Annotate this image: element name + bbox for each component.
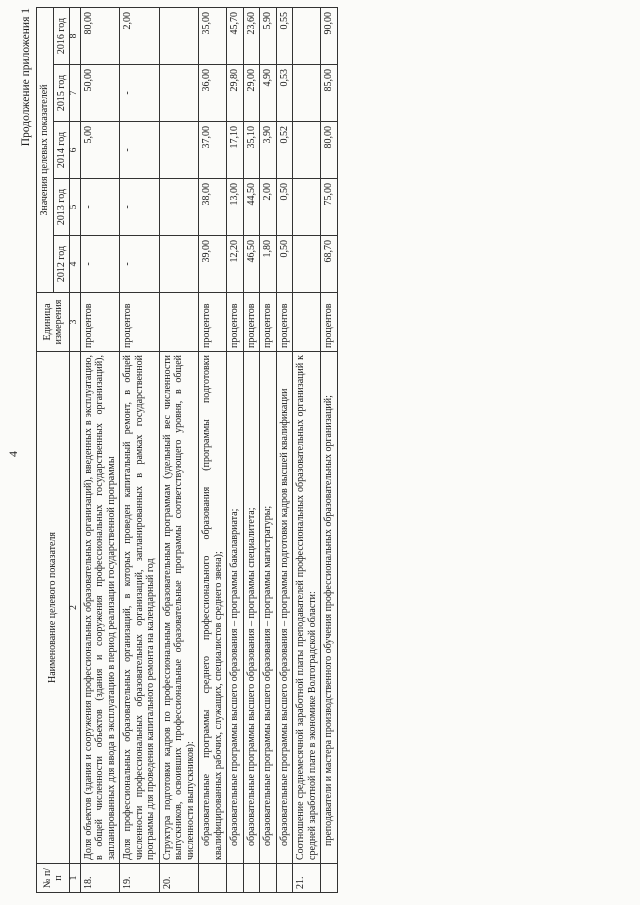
table-row xyxy=(159,8,199,893)
value-cell: 5,90 xyxy=(260,8,277,65)
unit: процентов xyxy=(80,293,120,352)
value-cell: 46,50 xyxy=(243,236,260,293)
header-year: 2012 год xyxy=(53,236,70,293)
value-cell: 80,00 xyxy=(321,122,338,179)
value-cell: 2,00 xyxy=(120,8,160,65)
value-cell: 39,00 xyxy=(199,236,227,293)
value-cell: 4,90 xyxy=(260,65,277,122)
value-cell: 35,10 xyxy=(243,122,260,179)
table-body xyxy=(80,8,337,893)
unit: процентов xyxy=(120,293,160,352)
value-cell: 1,80 xyxy=(260,236,277,293)
value-cell xyxy=(159,8,199,65)
value-cell: 44,50 xyxy=(243,179,260,236)
value-cell xyxy=(159,236,199,293)
value-cell: 23,60 xyxy=(243,8,260,65)
value-cell: - xyxy=(120,65,160,122)
value-cell: 3,90 xyxy=(260,122,277,179)
header-year: 2015 год xyxy=(53,65,70,122)
value-cell: - xyxy=(120,179,160,236)
value-cell: - xyxy=(120,236,160,293)
value-cell: 12,20 xyxy=(227,236,244,293)
row-number xyxy=(276,864,293,893)
table-row xyxy=(321,8,338,893)
indicator-name: образовательные программы высшего образования – программы бакалавриата; xyxy=(227,352,244,864)
value-cell xyxy=(159,179,199,236)
table-row xyxy=(260,8,277,893)
indicator-name: Структура подготовки кадров по профессиональным образовательным программам (удельный вес численности выпускников, освоивших профессиональные образовательные программы соответствующего уровня, в общей численности выпускников): xyxy=(159,352,199,864)
table-row xyxy=(276,8,293,893)
table-row xyxy=(227,8,244,893)
unit xyxy=(293,293,321,352)
value-cell xyxy=(293,8,321,65)
value-cell xyxy=(159,122,199,179)
unit: процентов xyxy=(227,293,244,352)
value-cell: 29,80 xyxy=(227,65,244,122)
unit: процентов xyxy=(276,293,293,352)
header-values: Значения целевых показателей xyxy=(37,8,54,293)
indicator-name: преподаватели и мастера производственного обучения профессиональных образовательных организаций; xyxy=(321,352,338,864)
indicator-name: Доля объектов (здания и сооружения профессиональных образовательных организаций), введенных в эксплуатацию, в общей численности объектов (здания и сооружения профессиональных государственных организаций), запланированных для ввода в эксплуатацию в период реализации государственной программы xyxy=(80,352,120,864)
value-cell: 0,55 xyxy=(276,8,293,65)
value-cell: 17,10 xyxy=(227,122,244,179)
table-row xyxy=(199,8,227,893)
value-cell xyxy=(293,236,321,293)
column-index: 3 xyxy=(70,293,81,352)
value-cell xyxy=(293,122,321,179)
unit: процентов xyxy=(321,293,338,352)
column-index: 4 xyxy=(70,236,81,293)
indicator-name: образовательные программы среднего профессионального образования (программы подготовки квалифицированных рабочих, служащих, специалистов среднего звена); xyxy=(199,352,227,864)
value-cell: 37,00 xyxy=(199,122,227,179)
value-cell: 0,53 xyxy=(276,65,293,122)
continuation-note: Продолжение приложения 1 xyxy=(20,8,32,147)
unit: процентов xyxy=(243,293,260,352)
indicators-table xyxy=(36,7,338,893)
value-cell: 0,52 xyxy=(276,122,293,179)
value-cell: - xyxy=(80,179,120,236)
indicator-name: образовательные программы высшего образования – программы магистратуры; xyxy=(260,352,277,864)
value-cell: 29,00 xyxy=(243,65,260,122)
indicator-name: Доля профессиональных образовательных организаций, в которых проведен капитальный ремонт, в общей численности профессиональных образовательных организаций, запланированных в рамках государственной программы для проведения капитального ремонта на календарный год xyxy=(120,352,160,864)
header-unit: Единица измерения xyxy=(37,293,70,352)
unit: процентов xyxy=(199,293,227,352)
row-number: 18. xyxy=(80,864,120,893)
indicator-name: Соотношение среднемесячной заработной платы преподавателей профессиональных образовательных организаций к средней заработной плате в экономике Волгоградской области: xyxy=(293,352,321,864)
column-index: 8 xyxy=(70,8,81,65)
row-number xyxy=(227,864,244,893)
value-cell: 5,00 xyxy=(80,122,120,179)
value-cell: 35,00 xyxy=(199,8,227,65)
header-num: № п/п xyxy=(37,864,70,893)
value-cell: 80,00 xyxy=(80,8,120,65)
unit: процентов xyxy=(260,293,277,352)
value-cell: 0,50 xyxy=(276,179,293,236)
value-cell: 2,00 xyxy=(260,179,277,236)
row-number: 20. xyxy=(159,864,199,893)
row-number xyxy=(321,864,338,893)
value-cell xyxy=(293,179,321,236)
row-number xyxy=(199,864,227,893)
page-number: 4 xyxy=(6,451,20,457)
header-year: 2013 год xyxy=(53,179,70,236)
indicator-name: образовательные программы высшего образования – программы подготовки кадров высшей квалификации xyxy=(276,352,293,864)
unit xyxy=(159,293,199,352)
table-row xyxy=(80,8,120,893)
row-number: 21. xyxy=(293,864,321,893)
row-number xyxy=(260,864,277,893)
value-cell: 90,00 xyxy=(321,8,338,65)
value-cell xyxy=(293,65,321,122)
column-index: 5 xyxy=(70,179,81,236)
table-row xyxy=(293,8,321,893)
value-cell: - xyxy=(80,236,120,293)
value-cell: - xyxy=(120,122,160,179)
value-cell xyxy=(159,65,199,122)
value-cell: 36,00 xyxy=(199,65,227,122)
header-year: 2016 год xyxy=(53,8,70,65)
value-cell: 75,00 xyxy=(321,179,338,236)
value-cell: 0,50 xyxy=(276,236,293,293)
value-cell: 38,00 xyxy=(199,179,227,236)
row-number xyxy=(243,864,260,893)
column-index: 6 xyxy=(70,122,81,179)
indicator-name: образовательные программы высшего образования – программы специалитета; xyxy=(243,352,260,864)
header-name: Наименование целевого показателя xyxy=(37,352,70,864)
table-row xyxy=(120,8,160,893)
row-number: 19. xyxy=(120,864,160,893)
value-cell: 45,70 xyxy=(227,8,244,65)
value-cell: 13,00 xyxy=(227,179,244,236)
header-year: 2014 год xyxy=(53,122,70,179)
value-cell: 68,70 xyxy=(321,236,338,293)
column-index: 7 xyxy=(70,65,81,122)
value-cell: 50,00 xyxy=(80,65,120,122)
column-index: 2 xyxy=(70,352,81,864)
table-row xyxy=(243,8,260,893)
column-index: 1 xyxy=(70,864,81,893)
value-cell: 85,00 xyxy=(321,65,338,122)
